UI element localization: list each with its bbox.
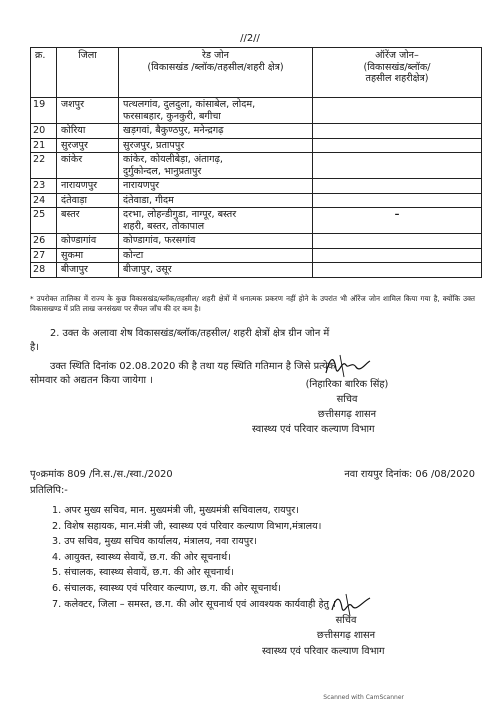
header-orange-sub2: तहसील शहरीक्षेत्र) — [365, 73, 429, 84]
row-orange-zone — [313, 153, 482, 179]
paragraph-2-line-2: है। — [30, 342, 39, 353]
row-number: 21 — [31, 138, 57, 153]
scanner-watermark: Scanned with CamScanner — [323, 694, 404, 701]
header-red-title: रेड जोन — [201, 50, 230, 61]
row-orange-zone — [313, 98, 482, 124]
table-row — [31, 234, 482, 249]
row-red-zone — [119, 153, 313, 179]
row-red-zone — [119, 234, 313, 249]
signatory-2 — [286, 613, 406, 643]
row-number: 22 — [31, 153, 57, 179]
signatory-2-designation: सचिव — [335, 615, 357, 626]
header-orange-title: ऑरेंज जोन– — [375, 50, 419, 61]
row-red-zone — [119, 124, 313, 139]
row-district: बस्तर — [57, 208, 119, 234]
red-zone-line: फरसाबहार, कुनकुरी, बगीचा — [123, 110, 221, 122]
cc-list-item: 6. संचालक, स्वास्थ्य एवं परिवार कल्याण, छ.ग. की ओर सूचनार्थ। — [52, 582, 281, 594]
red-zone-line: पत्थलगांव, दुलदुला, कांसाबेल, लोदम, — [123, 99, 256, 110]
red-zone-line: दरभा, लोहन्डीगुडा, नाग्पूर, बस्तर — [123, 209, 237, 220]
table-row — [31, 124, 482, 139]
row-number: 26 — [31, 234, 57, 249]
row-orange-zone — [313, 179, 482, 194]
header-orange-zone — [313, 48, 482, 98]
row-district: बीजापुर — [57, 263, 119, 278]
row-number: 27 — [31, 248, 57, 263]
red-zone-line: दुर्गुकोन्दल, भानुप्रतापुर — [123, 165, 202, 177]
paragraph-2 — [30, 327, 480, 355]
row-orange-zone — [313, 263, 482, 278]
footnote: * उपरोक्त तालिका में राज्य के कुछ विकासखंड/ब्लॉक/तहसील/ शहरी क्षेत्रों में धनात्मक प्रकरण नहीं होने के उपरांत भी ऑरेंज जोन शामिल किया गया है, क्योंकि उक्त विकासखण्ड में प्रति लाख जनसंख्या पर सैंपल जाँच की दर कम है। — [30, 294, 475, 313]
page-number: //2// — [240, 33, 260, 44]
table-body — [31, 98, 482, 278]
cc-title: प्रतिलिपि:- — [30, 485, 68, 496]
table-row — [31, 193, 482, 208]
header-red-zone — [119, 48, 313, 98]
row-orange-zone: – — [313, 208, 482, 234]
row-red-zone — [119, 193, 313, 208]
paragraph-3-line-2: सोमवार को अद्यतन किया जायेगा । — [30, 375, 153, 386]
row-number: 23 — [31, 179, 57, 194]
reference-line — [30, 467, 475, 480]
row-number: 24 — [31, 193, 57, 208]
red-zone-line: बीजापुर, उसूर — [123, 264, 172, 275]
row-orange-zone — [313, 234, 482, 249]
table-row — [31, 138, 482, 153]
signatory-2-government: छत्तीसगढ़ शासन — [316, 630, 376, 641]
signatory-1-name: (निहारिका बारिक सिंह) — [305, 379, 389, 390]
row-district: कोरिया — [57, 124, 119, 139]
row-red-zone — [119, 138, 313, 153]
row-orange-zone — [313, 248, 482, 263]
row-number: 25 — [31, 208, 57, 234]
signatory-1-government: छत्तीसगढ़ शासन — [317, 409, 377, 420]
red-zone-line: कांकेर, कोयलीबेड़ा, अंतागढ़, — [123, 154, 223, 165]
row-red-zone — [119, 179, 313, 194]
row-number: 20 — [31, 124, 57, 139]
header-orange-sub1: (विकासखंड/ब्लॉक/ — [363, 61, 431, 73]
cc-list-item: 7. कलेक्टर, जिला – समस्त, छ.ग. की ओर सूचनार्थ एवं आवश्यक कार्यवाही हेतु । — [52, 598, 336, 610]
table-row — [31, 179, 482, 194]
red-zone-line: कोण्डागांव, फरसगांव — [123, 235, 196, 246]
table-row — [31, 263, 482, 278]
row-orange-zone — [313, 193, 482, 208]
row-district: जशपुर — [57, 98, 119, 124]
row-district: सुरजपुर — [57, 138, 119, 153]
red-zone-line: नारायणपुर — [123, 180, 160, 191]
red-zone-line: खड़गवां, बैकुण्ठपुर, मनेन्द्रगढ़ — [123, 125, 224, 136]
row-orange-zone — [313, 124, 482, 139]
signatory-1-designation: सचिव — [336, 394, 358, 405]
row-red-zone — [119, 263, 313, 278]
table-header-row — [31, 48, 482, 98]
paragraph-3-line-1: उक्त स्थिति दिनांक 02.08.2020 की है तथा यह स्थिति गतिमान है जिसे प्रत्येक — [50, 361, 336, 372]
row-orange-zone — [313, 138, 482, 153]
row-red-zone — [119, 208, 313, 234]
table-row — [31, 98, 482, 124]
row-number: 19 — [31, 98, 57, 124]
row-red-zone — [119, 248, 313, 263]
row-number: 28 — [31, 263, 57, 278]
cc-list-item: 1. अपर मुख्य सचिव, मान. मुख्यमंत्री जी, मुख्यमंत्री सचिवालय, रायपुर। — [52, 505, 299, 516]
header-district: जिला — [57, 48, 119, 98]
row-red-zone — [119, 98, 313, 124]
red-zone-line: दंतेवाडा, गीदम — [123, 194, 174, 206]
row-district: कांकेर — [57, 153, 119, 179]
reference-number: पृ०क्रमांक 809 /नि.स./स./स्वा./2020 — [30, 469, 173, 480]
table-row — [31, 153, 482, 179]
signatory-1 — [272, 377, 422, 422]
header-red-sub: (विकासखंड /ब्लॉक/तहसील/शहरी क्षेत्र) — [147, 61, 284, 73]
paragraph-2-line-1: 2. उक्त के अलावा शेष विकासखंड/ब्लॉक/तहसील/ शहरी क्षेत्रों क्षेत्र ग्रीन जोन में — [50, 328, 330, 339]
cc-list-item: 2. विशेष सहायक, मान.मंत्री जी, स्वास्थ्य एवं परिवार कल्याण विभाग,मंत्रालय। — [52, 520, 322, 532]
cc-list-item: 4. आयुक्त, स्वास्थ्य सेवायें, छ.ग. की ओर सूचनार्थ। — [52, 551, 231, 563]
table-row — [31, 248, 482, 263]
cc-list-item: 3. उप सचिव, मुख्य सचिव कार्यालय, मंत्रालय, नवा रायपुर। — [52, 536, 257, 548]
table-row — [31, 208, 482, 234]
red-zone-line: शहरी, बस्तर, तोकापाल — [123, 220, 205, 232]
reference-date: नवा रायपुर दिनांक: 06 /08/2020 — [344, 469, 475, 480]
row-district: नारायणपुर — [57, 179, 119, 194]
row-district: कोण्डागांव — [57, 234, 119, 249]
header-num: क्र. — [31, 48, 57, 98]
signatory-1-department: स्वास्थ्य एवं परिवार कल्याण विभाग — [252, 424, 375, 435]
red-zone-line: कोन्टा — [123, 249, 144, 261]
cc-list — [52, 503, 336, 612]
signatory-2-department: स्वास्थ्य एवं परिवार कल्याण विभाग — [262, 646, 385, 657]
row-district: दंतेवाड़ा — [57, 193, 119, 208]
cc-list-item: 5. संचालक, स्वास्थ्य सेवायें, छ.ग. की ओर सूचनार्थ। — [52, 567, 234, 579]
row-district: सुकमा — [57, 248, 119, 263]
district-zone-table — [30, 47, 482, 278]
red-zone-line: सुरजपुर, प्रतापपुर — [123, 139, 185, 151]
